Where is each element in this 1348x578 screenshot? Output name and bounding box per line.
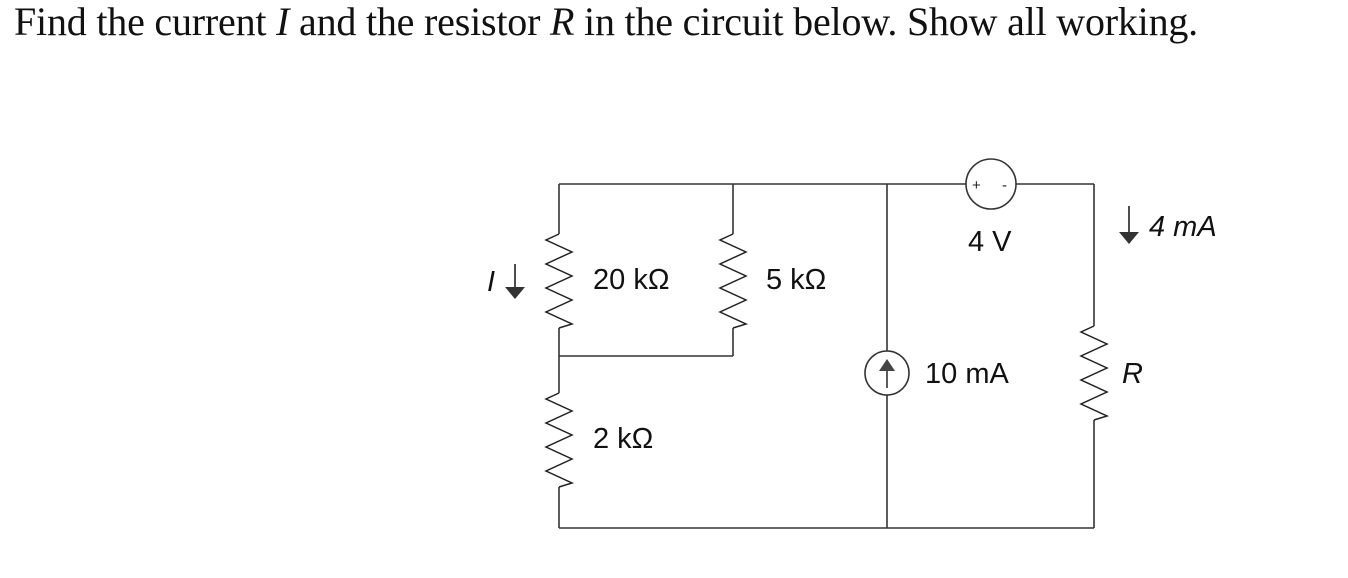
resistor-2k-symbol [546,393,572,487]
label-5k: 5 kΩ [766,264,827,296]
current-source [865,351,909,395]
question-part1: Find the current [14,0,277,44]
label-r: R [1122,358,1143,390]
resistor-5k-symbol [720,234,746,328]
label-current-i: I [487,266,496,298]
wires [559,184,1094,528]
question-variable-i: I [276,0,290,44]
question-part3: in the circuit below. Show all working. [574,0,1198,44]
label-4v: 4 V [968,226,1012,258]
label-10ma: 10 mA [925,358,1009,390]
question-part2: and the resistor [289,0,550,44]
current-i-arrow [505,264,525,299]
label-20k: 20 kΩ [593,264,670,296]
resistor-20k-symbol [546,234,572,328]
question-variable-r: R [550,0,575,44]
label-4ma: 4 mA [1149,211,1217,243]
resistor-r-symbol [1081,326,1107,420]
voltage-plus-sign: + [972,177,981,194]
voltage-source [966,159,1016,209]
voltage-minus-sign: - [1002,177,1007,194]
branch-current-arrow [1119,206,1139,244]
label-2k: 2 kΩ [593,423,654,455]
